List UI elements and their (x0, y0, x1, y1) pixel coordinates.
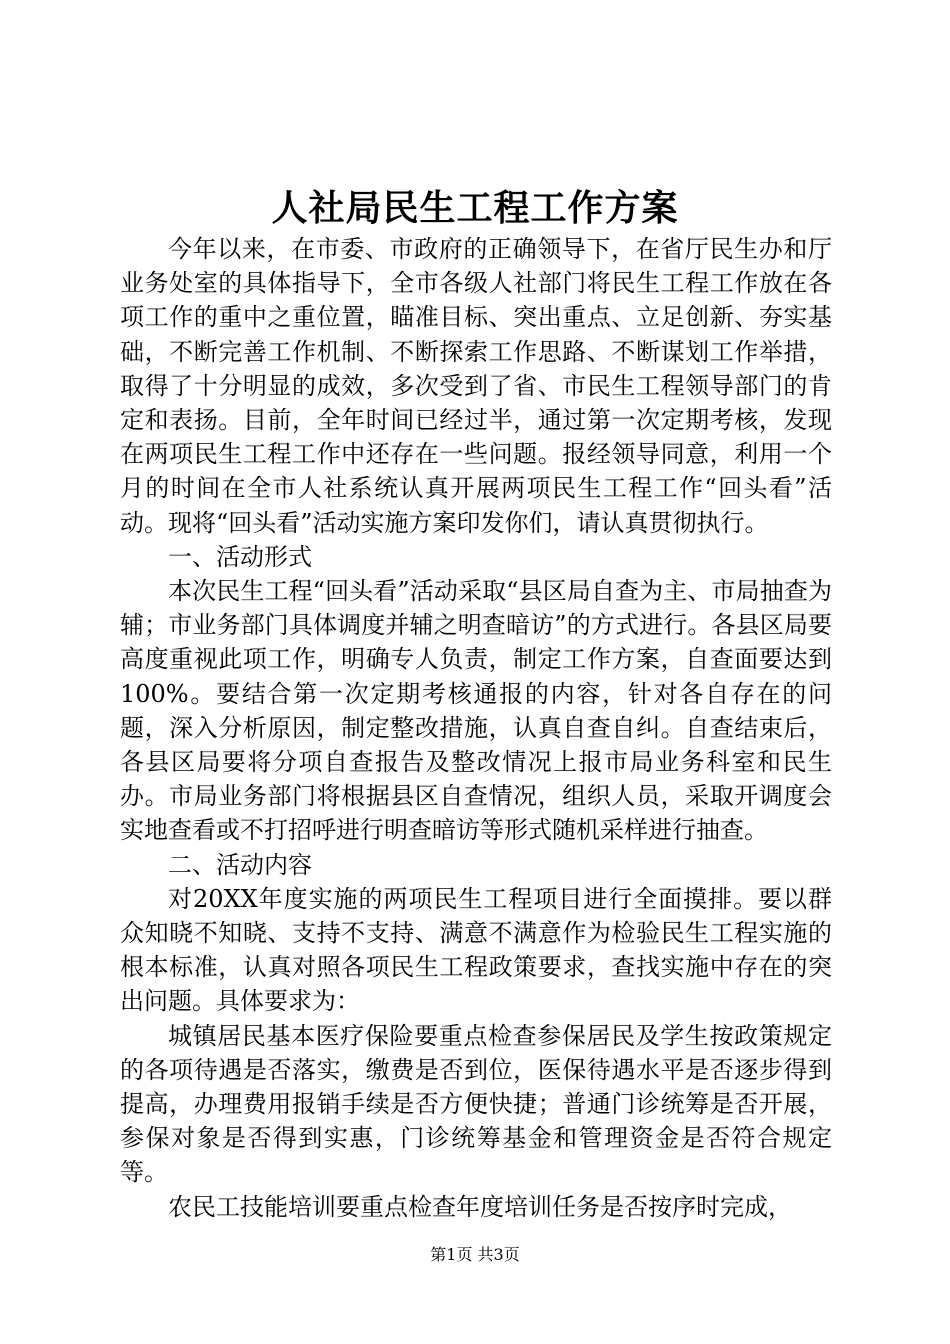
paragraph-activity-content: 对20XX年度实施的两项民生工程项目进行全面摸排。要以群众知晓不知晓、支持不支持、满意不满意作为检验民生工程实施的根本标准，认真对照各项民生工程政策要求，查找实施中存在的突出问题。具体要求为： (120, 884, 832, 1016)
paragraph-medical-insurance: 城镇居民基本医疗保险要重点检查参保居民及学生按政策规定的各项待遇是否落实，缴费是否到位，医保待遇水平是否逐步得到提高，办理费用报销手续是否方便快捷；普通门诊统筹是否开展，参保对象是否得到实惠，门诊统筹基金和管理资金是否符合规定等。 (120, 1021, 832, 1187)
document-body (120, 232, 832, 1224)
section-heading-activity-form: 一、活动形式 (168, 542, 312, 571)
paragraph-skills-training: 农民工技能培训要重点检查年度培训任务是否按序时完成， (168, 1192, 792, 1221)
page-footer: 第1页 共3页 (430, 1245, 520, 1264)
section-heading-activity-content: 二、活动内容 (168, 850, 312, 879)
document-title: 人社局民生工程工作方案 (271, 187, 679, 229)
paragraph-intro: 今年以来，在市委、市政府的正确领导下，在省厅民生办和厅业务处室的具体指导下，全市各级人社部门将民生工程工作放在各项工作的重中之重位置，瞄准目标、突出重点、立足创新、夯实基础，不断完善工作机制、不断探索工作思路、不断谋划工作举措，取得了十分明显的成效，多次受到了省、市民生工程领导部门的肯定和表扬。目前，全年时间已经过半，通过第一次定期考核，发现在两项民生工程工作中还存在一些问题。报经领导同意，利用一个月的时间在全市人社系统认真开展两项民生工程工作“回头看”活动。现将“回头看”活动实施方案印发你们，请认真贯彻执行。 (120, 235, 832, 537)
paragraph-activity-form: 本次民生工程“回头看”活动采取“县区局自查为主、市局抽查为辅；市业务部门具体调度并辅之明查暗访”的方式进行。各县区局要高度重视此项工作，明确专人负责，制定工作方案，自查面要达到100%。要结合第一次定期考核通报的内容，针对各自存在的问题，深入分析原因，制定整改措施，认真自查自纠。自查结束后，各县区局要将分项自查报告及整改情况上报市局业务科室和民生办。市局业务部门将根据县区自查情况，组织人员，采取开调度会实地查看或不打招呼进行明查暗访等形式随机采样进行抽查。 (120, 577, 832, 845)
